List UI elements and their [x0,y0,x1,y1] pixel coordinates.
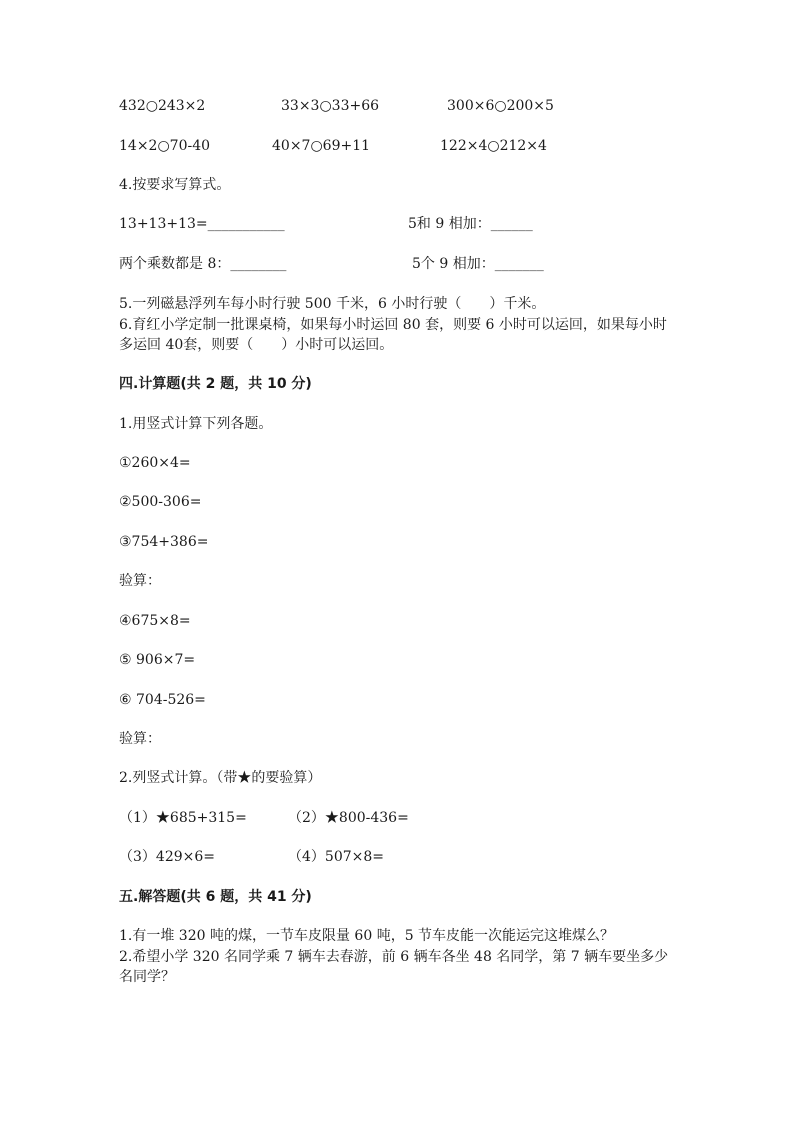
section-5-heading: 五.解答题(共 6 题，共 41 分) [119,889,312,905]
q4-item: 两个乘数都是 8：________ [119,256,287,272]
q2-item: （2）★800-436= [288,810,409,826]
q2-item: （3）429×6= [119,849,215,865]
q4-item: 5和 9 相加：______ [408,216,533,232]
compare-item: 300×6○200×5 [447,98,554,114]
question-6: 6.育红小学定制一批课桌椅，如果每小时运回 80 套，则要 6 小时可以运回，如果每小时多运回 40套，则要（ ）小时可以运回。 [119,317,667,353]
answer-question-1: 1.有一堆 320 吨的煤，一节车皮限量 60 吨，5 节车皮能一次能运完这堆煤么？ [119,928,615,944]
compare-item: 33×3○33+66 [281,98,380,114]
calc-item: ⑥ 704-526= [119,692,206,708]
compare-item: 122×4○212×4 [440,138,547,154]
calc-item: ③754+386= [119,534,209,550]
compare-item: 432○243×2 [119,98,206,114]
q2-item: （4）507×8= [288,849,384,865]
q2-item: （1）★685+315= [119,810,247,826]
question-4-title: 4.按要求写算式。 [119,177,231,193]
compare-item: 14×2○70-40 [119,138,211,154]
check-label: 验算： [119,573,161,589]
calc-item: ④675×8= [119,613,191,629]
q4-item: 13+13+13=___________ [119,216,285,232]
calc-item: ⑤ 906×7= [119,652,196,668]
calc-q2-title: 2.列竖式计算。（带★的要验算） [119,770,322,786]
answer-question-2: 2.希望小学 320 名同学乘 7 辆车去春游，前 6 辆车各坐 48 名同学，第 7 辆车要坐多少名同学？ [119,949,669,985]
question-5: 5.一列磁悬浮列车每小时行驶 500 千米，6 小时行驶（ ）千米。 [119,296,546,312]
check-label: 验算： [119,731,161,747]
compare-item: 40×7○69+11 [272,138,371,154]
q4-item: 5个 9 相加：_______ [412,256,544,272]
calc-q1-title: 1.用竖式计算下列各题。 [119,416,273,432]
calc-item: ①260×4= [119,455,191,471]
section-4-heading: 四.计算题(共 2 题，共 10 分) [119,376,312,392]
calc-item: ②500-306= [119,494,202,510]
